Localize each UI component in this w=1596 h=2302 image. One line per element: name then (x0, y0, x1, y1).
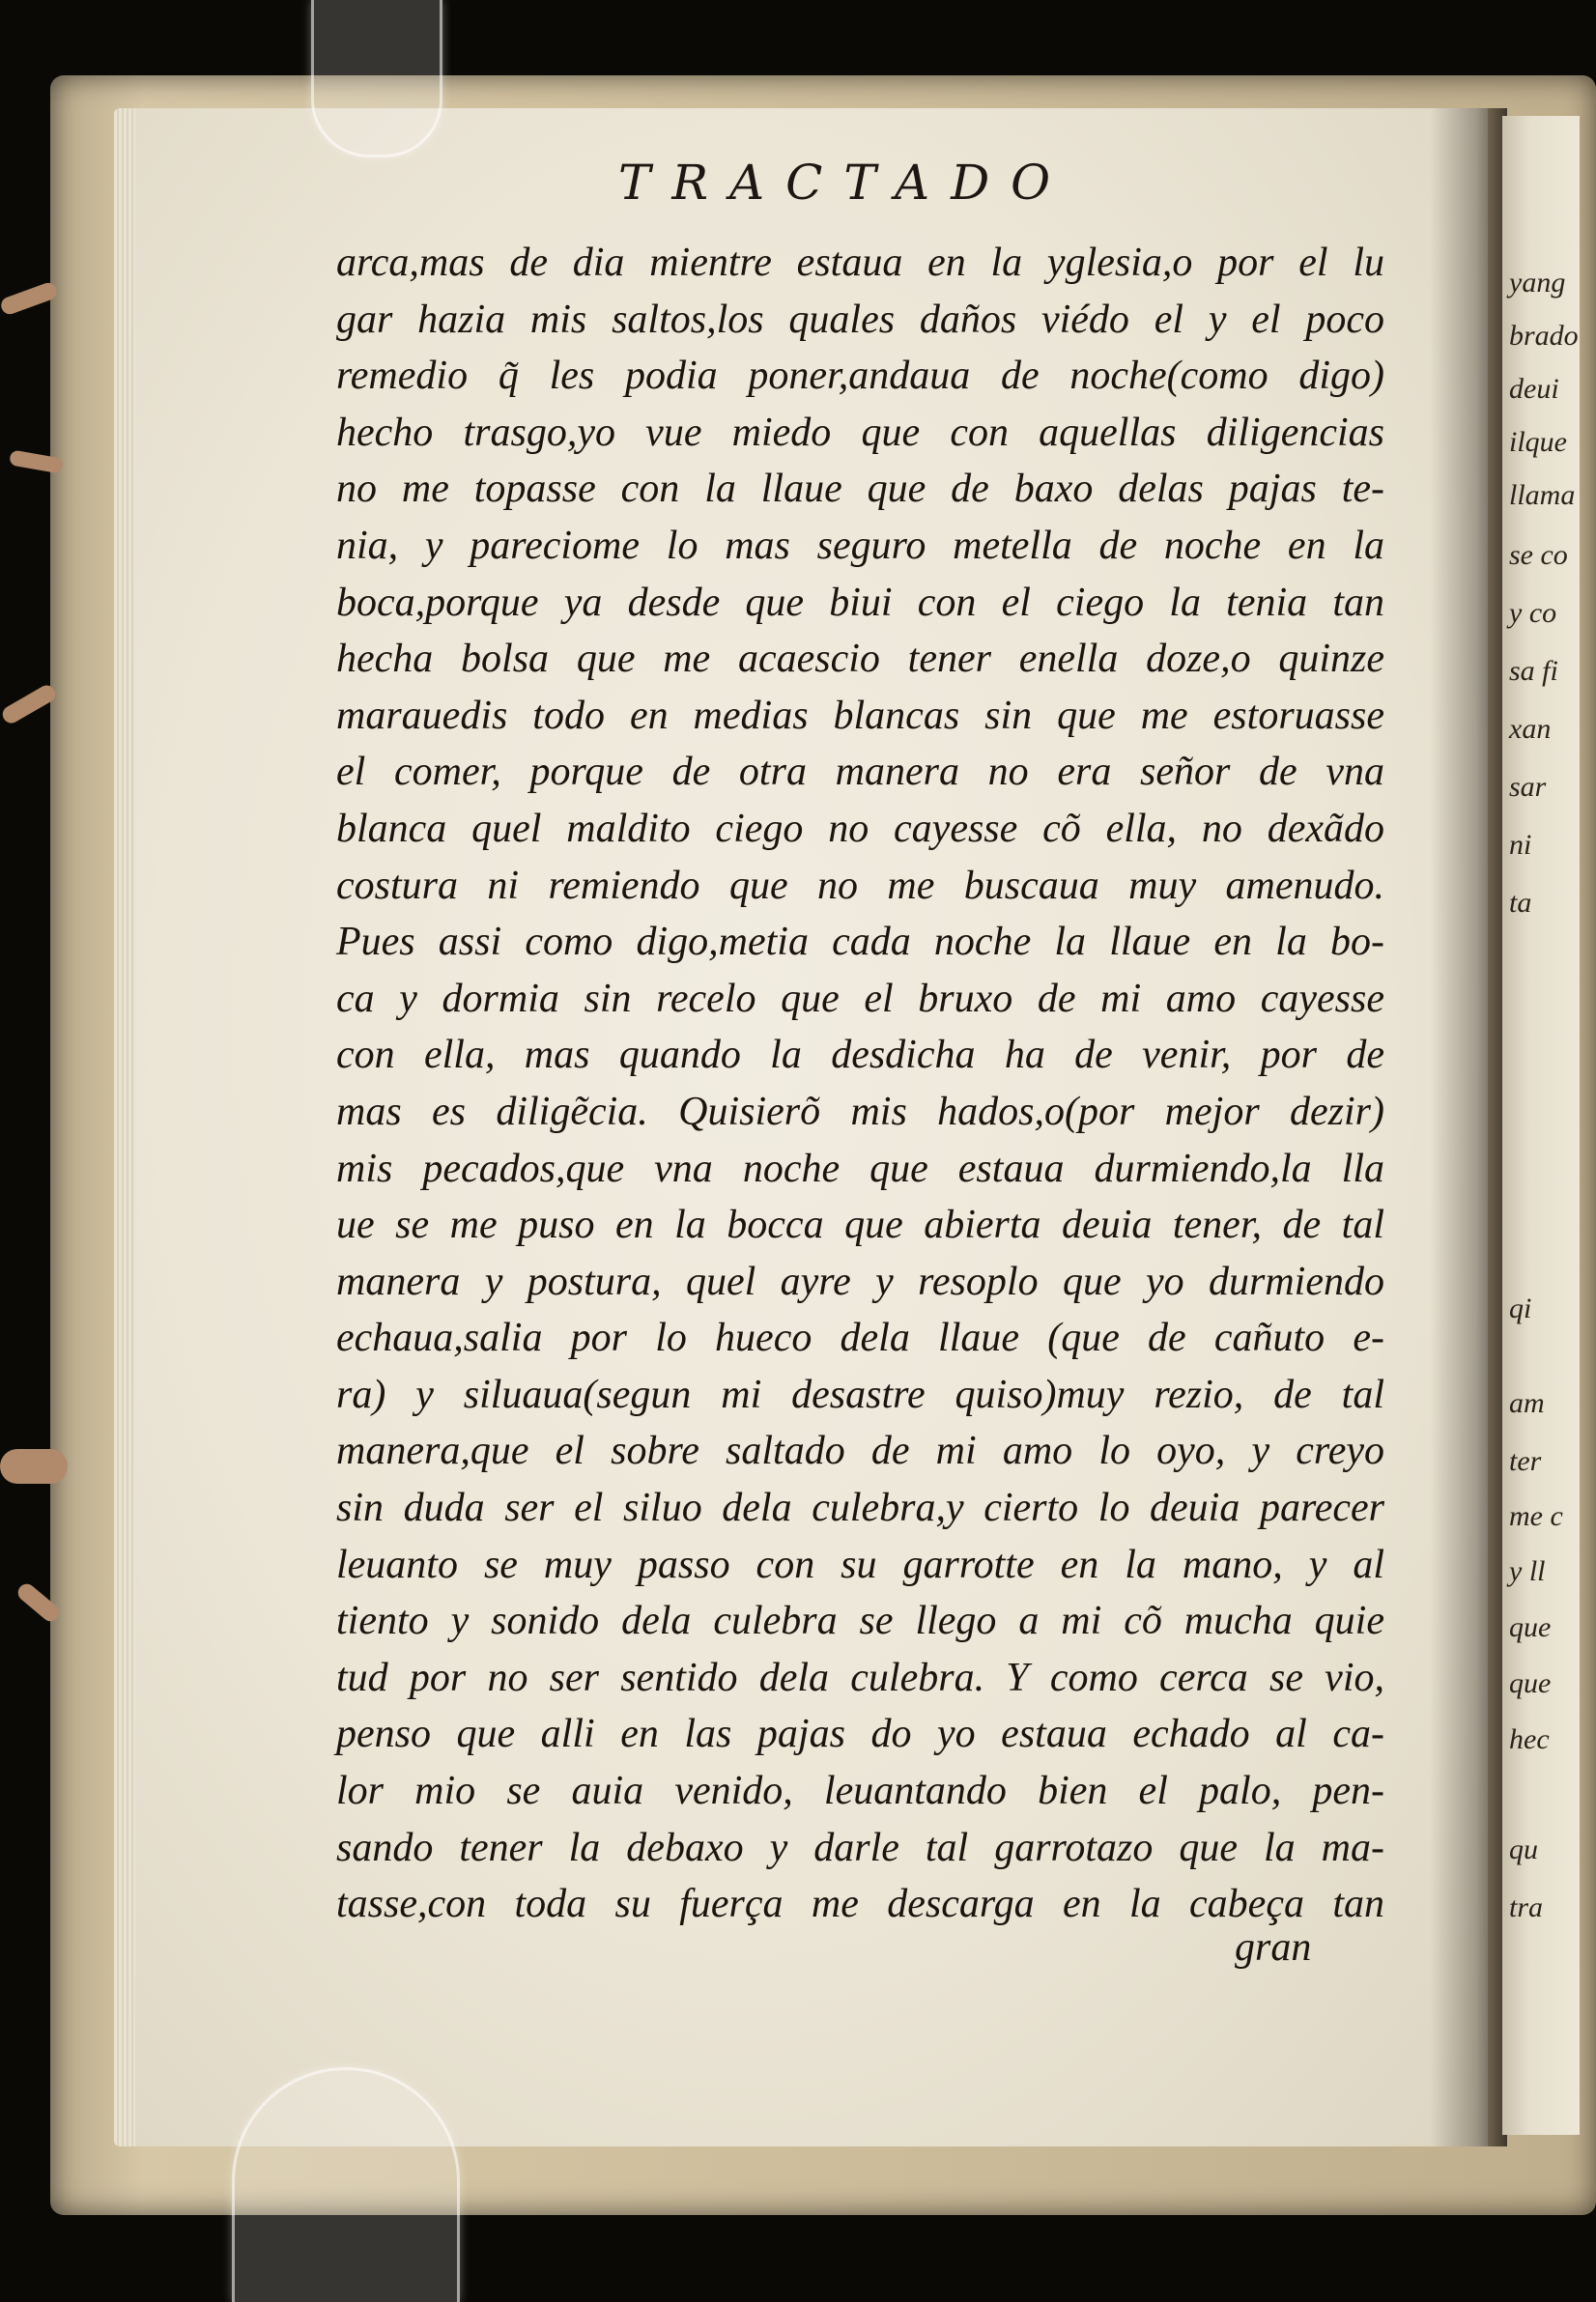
text-line: el comer, porque de otra manera no era señor de vna (336, 750, 1384, 795)
right-page-fragment: y co (1509, 597, 1557, 629)
right-page-fragment: que (1509, 1667, 1552, 1699)
text-line: hecha bolsa que me acaescio tener enella doze,o quinze (336, 637, 1384, 682)
right-page-fragment: que (1509, 1611, 1552, 1643)
text-line: nia, y pareciome lo mas seguro metella de noche en la (336, 523, 1384, 568)
text-line: ra) y siluaua(segun mi desastre quiso)muy rezio, de tal (336, 1372, 1384, 1417)
text-line: sando tener la debaxo y darle tal garrotazo que la ma- (336, 1825, 1384, 1870)
right-page-fragment: qi (1509, 1293, 1532, 1324)
right-page-fragment: llama (1509, 479, 1576, 511)
gutter-shadow (1430, 108, 1507, 2146)
text-line: mas es diligẽcia. Quisierõ mis hados,o(por mejor dezir) (336, 1089, 1384, 1134)
right-page-fragment: sar (1509, 771, 1547, 803)
page-clip (232, 2067, 460, 2302)
right-page-fragment: ter (1509, 1445, 1542, 1477)
catchword: gran (1235, 1925, 1312, 1970)
leather-tie-knot (0, 1449, 68, 1484)
text-line: marauedis todo en medias blancas sin que me estoruasse (336, 693, 1384, 738)
text-line: costura ni remiendo que no me buscaua muy amenudo. (336, 863, 1384, 908)
text-line: con ella, mas quando la desdicha ha de venir, por de (336, 1033, 1384, 1078)
right-page-fragment: deui (1509, 373, 1559, 405)
text-line: gar hazia mis saltos,los quales daños viédo el y el poco (336, 297, 1384, 342)
right-page-fragment: qu (1509, 1833, 1538, 1865)
text-line: tiento y sonido dela culebra se llego a mi cõ mucha quie (336, 1599, 1384, 1644)
text-line: no me topasse con la llaue que de baxo delas pajas te- (336, 467, 1384, 512)
text-line: manera y postura, quel ayre y resoplo que yo durmiendo (336, 1259, 1384, 1304)
text-line: leuanto se muy passo con su garrotte en la mano, y al (336, 1542, 1384, 1587)
text-line: echaua,salia por lo hueco dela llaue (que de cañuto e- (336, 1316, 1384, 1361)
right-page-fragment: me c (1509, 1500, 1563, 1532)
text-line: tasse,con toda su fuerça me descarga en la cabeça tan (336, 1882, 1384, 1927)
right-page-fragment: hec (1509, 1723, 1550, 1755)
right-page-fragment: y ll (1509, 1555, 1546, 1587)
right-page-fragment: se co (1509, 539, 1568, 571)
right-page-fragment: brado (1509, 320, 1579, 352)
right-page-fragment: tra (1509, 1891, 1544, 1923)
text-line: hecho trasgo,yo vue miedo que con aquellas diligencias (336, 410, 1384, 455)
text-line: blanca quel maldito ciego no cayesse cõ ella, no dexãdo (336, 806, 1384, 851)
text-line: sin duda ser el siluo dela culebra,y cierto lo deuia parecer (336, 1486, 1384, 1531)
right-page-fragment: am (1509, 1387, 1545, 1419)
text-line: Pues assi como digo,metia cada noche la llaue en la bo- (336, 920, 1384, 965)
text-line: penso que alli en las pajas do yo estaua echado al ca- (336, 1712, 1384, 1757)
text-line: lor mio se auia venido, leuantando bien el palo, pen- (336, 1769, 1384, 1814)
right-page-fragment: yang (1509, 267, 1566, 298)
right-page (1502, 116, 1580, 2135)
right-page-fragment: ilque (1509, 426, 1567, 458)
text-line: ca y dormia sin recelo que el bruxo de mi amo cayesse (336, 976, 1384, 1021)
right-page-fragment: xan (1509, 713, 1552, 745)
text-line: tud por no ser sentido dela culebra. Y como cerca se vio, (336, 1655, 1384, 1700)
text-line: mis pecados,que vna noche que estaua durmiendo,la lla (336, 1146, 1384, 1191)
right-page-fragment: ni (1509, 829, 1532, 861)
text-block (336, 235, 1399, 1933)
running-head: TRACTADO (618, 155, 1072, 211)
text-line: boca,porque ya desde que biui con el ciego la tenia tan (336, 580, 1384, 625)
text-line: remedio q̃ les podia poner,andaua de noche(como digo) (336, 354, 1384, 399)
right-page-fragment: sa fi (1509, 655, 1558, 687)
page-clip (311, 0, 442, 157)
text-line: arca,mas de dia mientre estaua en la yglesia,o por el lu (336, 241, 1384, 285)
text-line: manera,que el sobre saltado de mi amo lo oyo, y creyo (336, 1429, 1384, 1474)
text-line: ue se me puso en la bocca que abierta deuia tener, de tal (336, 1203, 1384, 1248)
right-page-fragment: ta (1509, 887, 1532, 919)
